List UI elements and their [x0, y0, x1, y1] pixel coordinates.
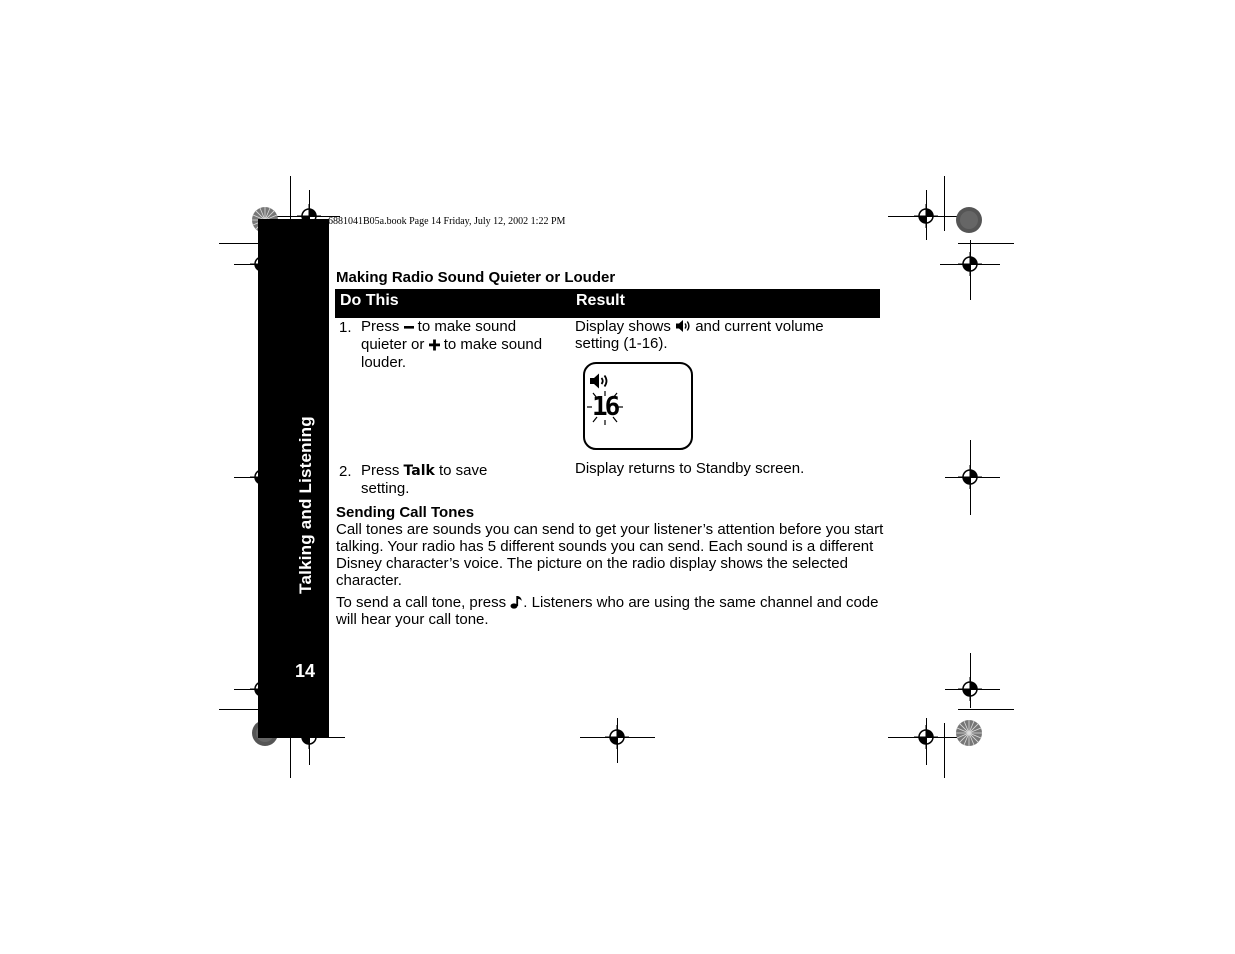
- step-number: 2.: [339, 463, 352, 480]
- step-2-result: Display returns to Standby screen.: [575, 460, 805, 477]
- starburst-icon: [955, 206, 983, 234]
- step-2-instruction: Press Talk to save setting.: [361, 462, 488, 497]
- registration-mark-icon: [958, 252, 982, 276]
- registration-mark-icon: [958, 677, 982, 701]
- crop-line: [944, 723, 945, 778]
- subsection-title: Sending Call Tones: [336, 504, 475, 521]
- starburst-icon: [955, 719, 983, 747]
- side-tab-title: Talking and Listening: [296, 416, 315, 594]
- music-note-icon: [510, 595, 523, 609]
- step-number: 1.: [339, 319, 352, 336]
- section-title: Making Radio Sound Quieter or Louder: [336, 269, 616, 286]
- page-number: 14: [295, 661, 316, 681]
- registration-mark-icon: [914, 725, 938, 749]
- paragraph-send-call-tone: To send a call tone, press . Listeners who are using the same channel and code will hear your call tone.: [336, 594, 879, 628]
- lcd-display: [583, 362, 693, 450]
- registration-mark-icon: [958, 465, 982, 489]
- file-header: 6881041B05a.book Page 14 Friday, July 12, 2002 1:22 PM: [328, 216, 566, 227]
- crop-line: [958, 709, 1014, 710]
- volume-level-readout: 16: [592, 392, 618, 422]
- talk-button-label: Talk: [403, 463, 435, 479]
- crop-line: [958, 243, 1014, 244]
- column-header-do-this: Do This: [340, 292, 399, 309]
- speaker-icon: [589, 372, 611, 390]
- step-1-result: Display shows and current volume setting (1-16).: [575, 318, 824, 352]
- plus-icon: [429, 339, 440, 351]
- table-header: [335, 289, 880, 318]
- crop-line: [944, 176, 945, 231]
- paragraph-call-tones: Call tones are sounds you can send to get your listener’s attention before you start talking. Your radio has 5 different sounds you can send. Each sound is a different Disney character’s voice. The picture on the radio display shows the selected character.: [336, 521, 884, 589]
- speaker-icon: [675, 319, 691, 333]
- registration-mark-icon: [605, 725, 629, 749]
- step-1-instruction: Press to make sound quieter or to make sound louder.: [361, 318, 543, 371]
- minus-icon: [404, 321, 414, 333]
- registration-mark-icon: [914, 204, 938, 228]
- side-tab: [258, 219, 329, 738]
- column-header-result: Result: [576, 292, 625, 309]
